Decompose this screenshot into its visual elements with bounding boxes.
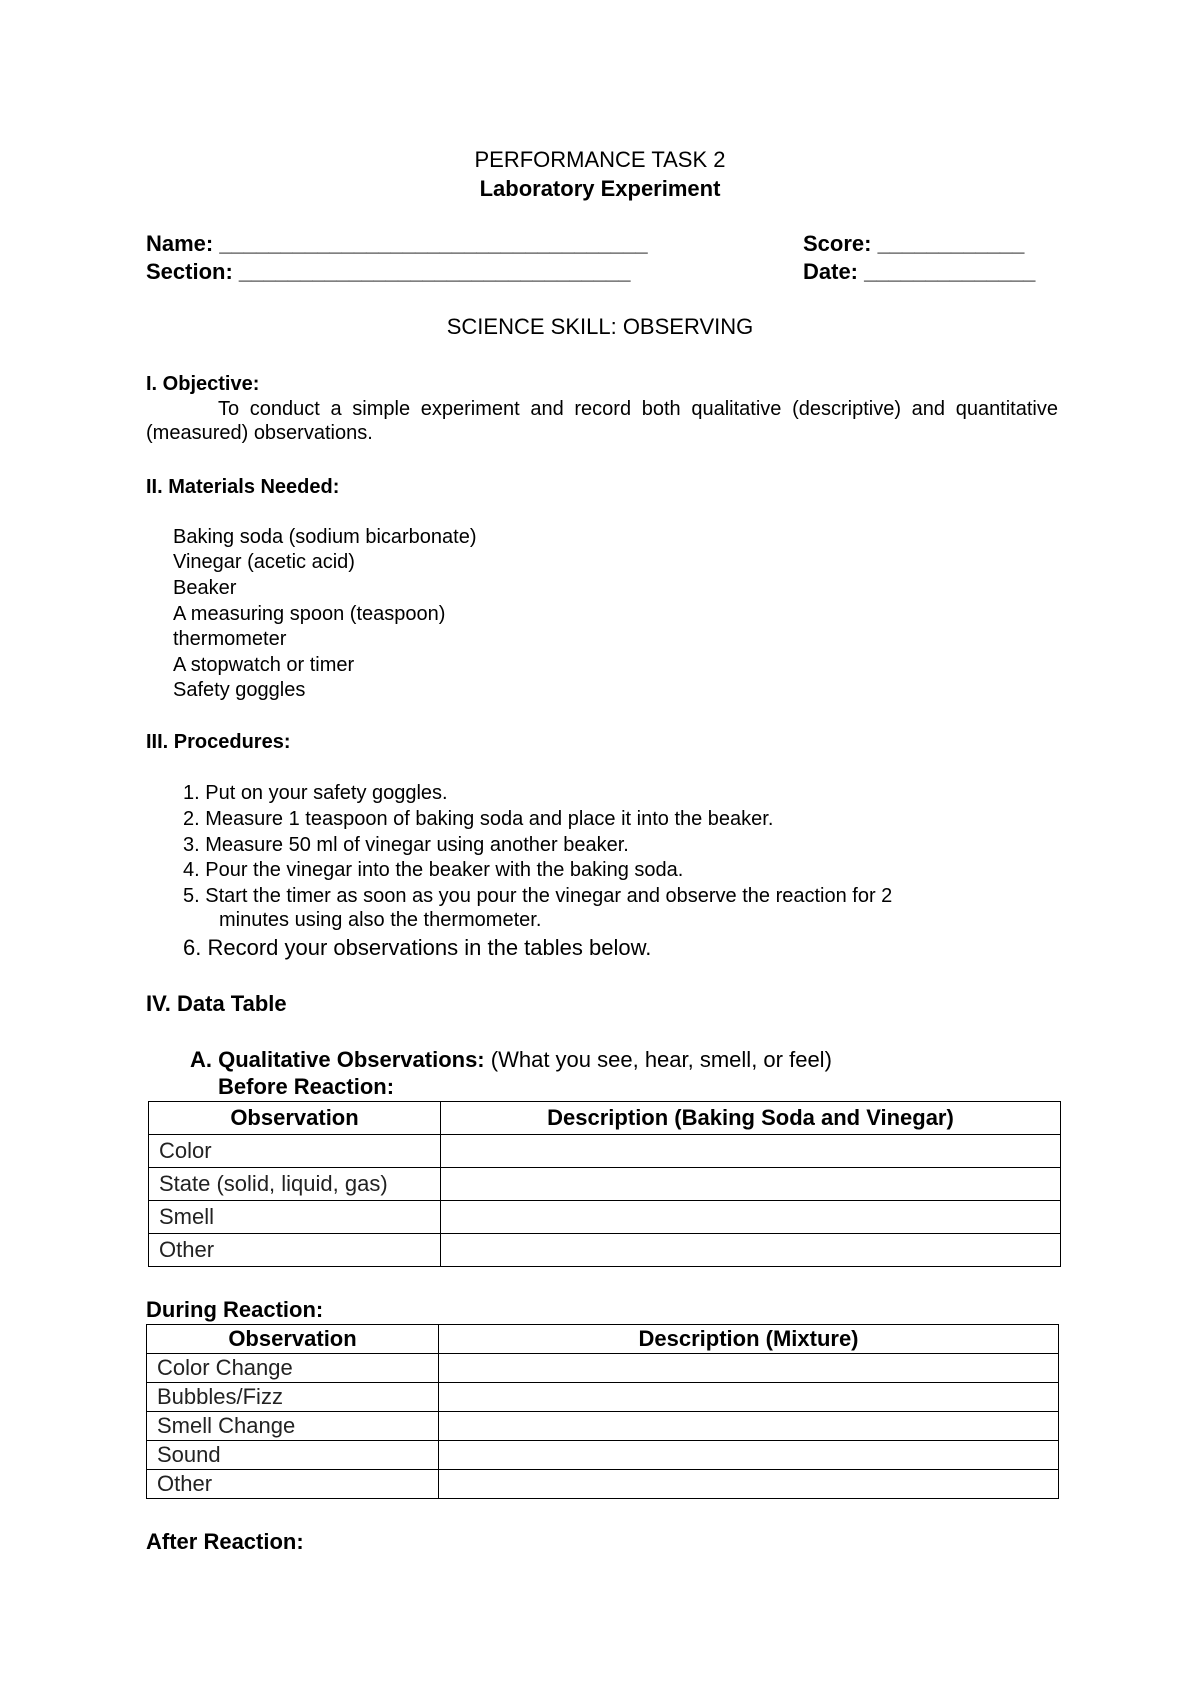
table-row [149, 1168, 1061, 1201]
observation-cell: Other [147, 1470, 439, 1499]
qualitative-note: (What you see, hear, smell, or feel) [484, 1047, 832, 1072]
document-subtitle: Laboratory Experiment [479, 176, 721, 201]
table-row [147, 1470, 1059, 1499]
data-table-heading: IV. Data Table [146, 991, 287, 1016]
description-cell[interactable] [439, 1412, 1059, 1441]
description-cell[interactable] [439, 1470, 1059, 1499]
section-field[interactable]: Section: ________________________________ [146, 259, 631, 284]
description-cell[interactable] [441, 1135, 1061, 1168]
objective-text: To conduct a simple experiment and record both qualitative (descriptive) and quantitative (measured) observations. [146, 398, 1058, 444]
material-item: thermometer [173, 628, 287, 650]
after-reaction-label: After Reaction: [146, 1529, 304, 1554]
material-item: Baking soda (sodium bicarbonate) [173, 526, 477, 548]
table-row [147, 1354, 1059, 1383]
document-title: PERFORMANCE TASK 2 [474, 147, 726, 172]
procedure-step: 4. Pour the vinegar into the beaker with the baking soda. [183, 859, 684, 881]
before-reaction-label: Before Reaction: [218, 1074, 395, 1099]
observation-cell: Sound [147, 1441, 439, 1470]
before-reaction-table [148, 1101, 1061, 1267]
score-field[interactable]: Score: ____________ [803, 231, 1025, 256]
table-row [147, 1412, 1059, 1441]
material-item: A measuring spoon (teaspoon) [173, 603, 446, 625]
qualitative-label: A. Qualitative Observations: [190, 1047, 485, 1072]
description-header: Description (Mixture) [439, 1325, 1059, 1354]
description-cell[interactable] [441, 1201, 1061, 1234]
description-cell[interactable] [441, 1234, 1061, 1267]
table-row [149, 1201, 1061, 1234]
procedure-step: 1. Put on your safety goggles. [183, 782, 448, 804]
table-header-row [147, 1325, 1059, 1354]
observation-cell: State (solid, liquid, gas) [149, 1168, 441, 1201]
name-field[interactable]: Name: ___________________________________ [146, 231, 648, 256]
table-row [149, 1234, 1061, 1267]
procedures-heading: III. Procedures: [146, 731, 291, 753]
observation-header: Observation [147, 1325, 439, 1354]
materials-heading: II. Materials Needed: [146, 476, 340, 498]
objective-heading: I. Objective: [146, 373, 260, 395]
description-cell[interactable] [439, 1354, 1059, 1383]
description-header: Description (Baking Soda and Vinegar) [441, 1102, 1061, 1135]
material-item: A stopwatch or timer [173, 654, 355, 676]
procedure-step: 2. Measure 1 teaspoon of baking soda and place it into the beaker. [183, 808, 774, 830]
observation-cell: Other [149, 1234, 441, 1267]
description-cell[interactable] [439, 1441, 1059, 1470]
observation-header: Observation [149, 1102, 441, 1135]
table-row [147, 1383, 1059, 1412]
during-reaction-table [146, 1324, 1059, 1499]
observation-cell: Color [149, 1135, 441, 1168]
procedure-step: 3. Measure 50 ml of vinegar using another beaker. [183, 834, 629, 856]
procedure-step: 6. Record your observations in the tables below. [183, 935, 652, 960]
table-row [147, 1441, 1059, 1470]
science-skill-heading: SCIENCE SKILL: OBSERVING [446, 314, 754, 339]
table-header-row [149, 1102, 1061, 1135]
description-cell[interactable] [441, 1168, 1061, 1201]
description-cell[interactable] [439, 1383, 1059, 1412]
procedure-step-continued: minutes using also the thermometer. [219, 909, 542, 931]
table-row [149, 1135, 1061, 1168]
material-item: Beaker [173, 577, 237, 599]
observation-cell: Bubbles/Fizz [147, 1383, 439, 1412]
during-reaction-label: During Reaction: [146, 1297, 324, 1322]
qualitative-observations-heading [190, 1047, 832, 1073]
procedure-step: 5. Start the timer as soon as you pour the vinegar and observe the reaction for 2 [183, 885, 893, 907]
material-item: Vinegar (acetic acid) [173, 551, 355, 573]
observation-cell: Smell Change [147, 1412, 439, 1441]
date-field[interactable]: Date: ______________ [803, 259, 1036, 284]
observation-cell: Color Change [147, 1354, 439, 1383]
material-item: Safety goggles [173, 679, 306, 701]
observation-cell: Smell [149, 1201, 441, 1234]
